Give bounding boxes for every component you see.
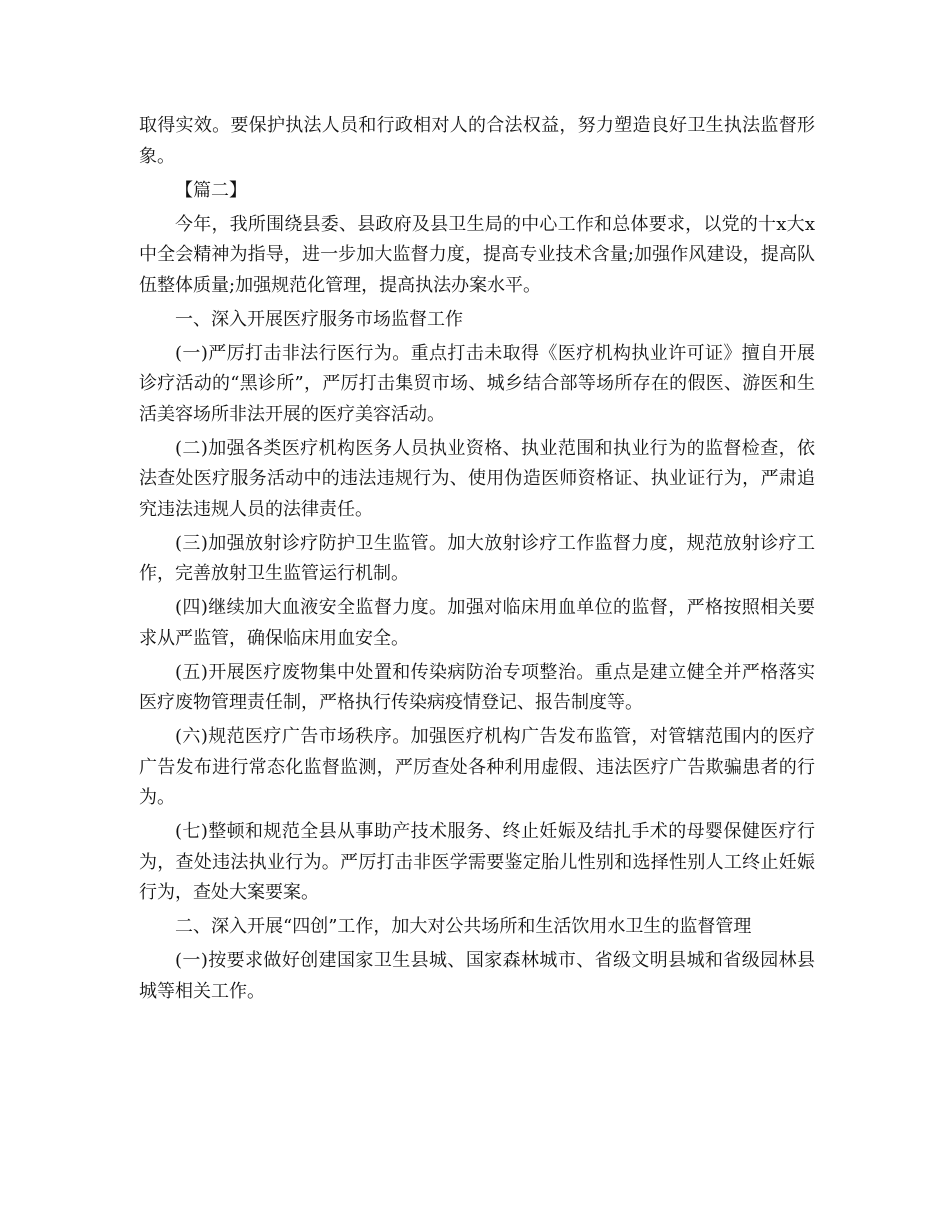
section-heading-two: 二、深入开展“四创”工作，加大对公共场所和生活饮用水卫生的监督管理 (175, 916, 752, 937)
paragraph-intro: 今年，我所围绕县委、县政府及县卫生局的中心工作和总体要求，以党的十x大x中全会精神为指导，进一步加大监督力度，提高专业技术含量;加强作风建设，提高队伍整体质量;加强规范化管理，提高执法办案水平。 (139, 213, 815, 296)
paragraph-item-1-1: (一)严厉打击非法行医行为。重点打击未取得《医疗机构执业许可证》擅自开展诊疗活动的“黑诊所”，严厉打击集贸市场、城乡结合部等场所存在的假医、游医和生活美容场所非法开展的医疗美容活动。 (139, 342, 815, 425)
paragraph-item-1-2: (二)加强各类医疗机构医务人员执业资格、执业范围和执业行为的监督检查，依法查处医疗服务活动中的违法违规行为、使用伪造医师资格证、执业证行为，严肃追究违法违规人员的法律责任。 (139, 437, 815, 520)
section-heading-one: 一、深入开展医疗服务市场监督工作 (175, 308, 463, 330)
paragraph-item-2-1: (一)按要求做好创建国家卫生县城、国家森林城市、省级文明县城和省级园林县城等相关工作。 (139, 950, 815, 1002)
paragraph-item-1-5: (五)开展医疗废物集中处置和传染病防治专项整治。重点是建立健全并严格落实医疗废物管理责任制，严格执行传染病疫情登记、报告制度等。 (139, 661, 815, 713)
paragraph-item-1-4: (四)继续加大血液安全监督力度。加强对临床用血单位的监督，严格按照相关要求从严监管，确保临床用血安全。 (139, 597, 815, 649)
paragraph-item-1-6: (六)规范医疗广告市场秩序。加强医疗机构广告发布监管，对管辖范围内的医疗广告发布进行常态化监督监测，严厉查处各种利用虚假、违法医疗广告欺骗患者的行为。 (139, 726, 815, 808)
paragraph-item-1-3: (三)加强放射诊疗防护卫生监管。加大放射诊疗工作监督力度，规范放射诊疗工作，完善放射卫生监管运行机制。 (139, 532, 815, 584)
document-body (139, 111, 815, 1011)
paragraph-item-1-7: (七)整顿和规范全县从事助产技术服务、终止妊娠及结扎手术的母婴保健医疗行为，查处违法执业行为。严厉打击非医学需要鉴定胎儿性别和选择性别人工终止妊娠行为，查处大案要案。 (139, 821, 815, 903)
section-title-part-two: 【篇二】 (175, 179, 247, 201)
paragraph-continuation: 取得实效。要保护执法人员和行政相对人的合法权益，努力塑造良好卫生执法监督形象。 (139, 115, 815, 167)
